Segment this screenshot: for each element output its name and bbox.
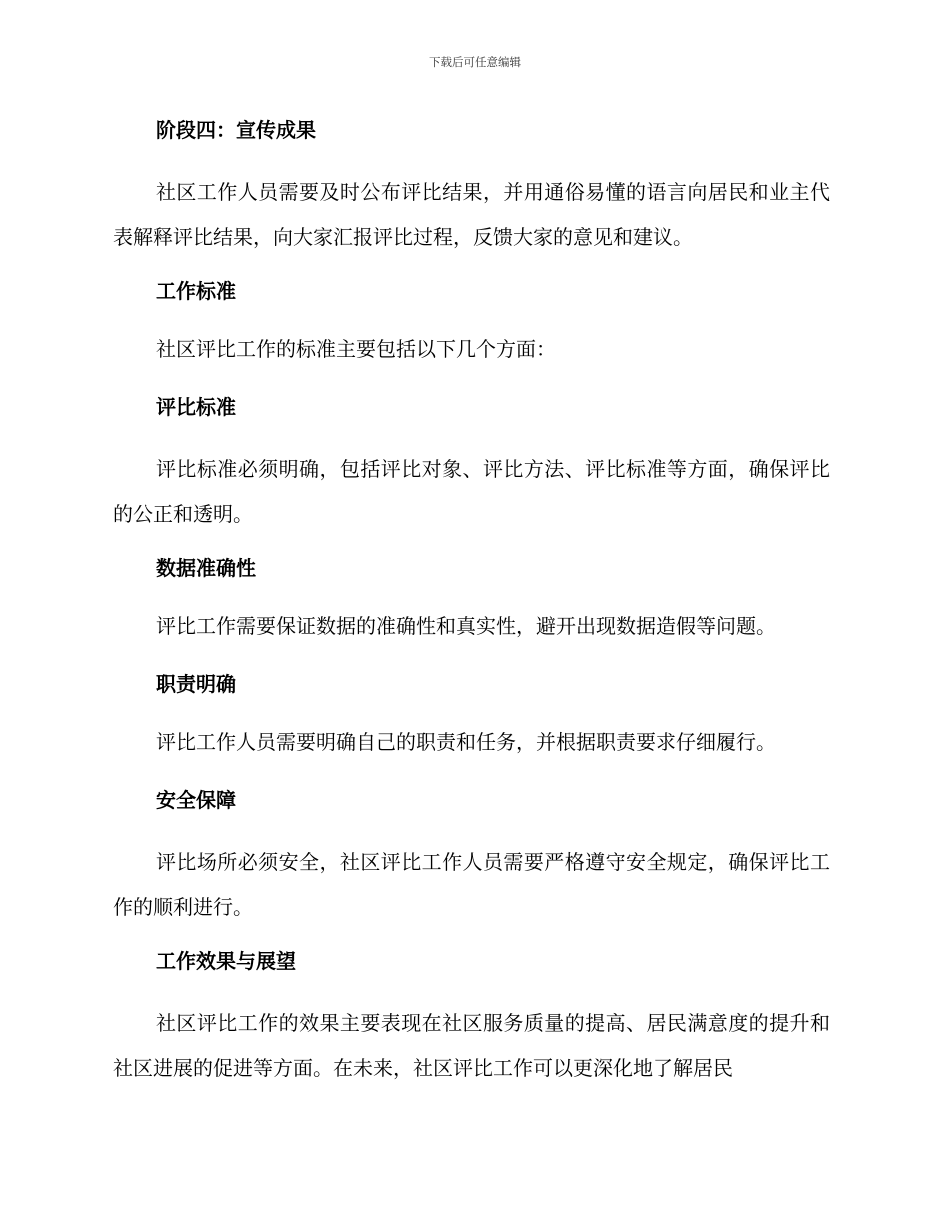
section-heading-work-standards: 工作标准 xyxy=(156,279,236,303)
section-heading-data-accuracy: 数据准确性 xyxy=(156,556,256,580)
section-heading-outcomes-outlook: 工作效果与展望 xyxy=(156,949,296,973)
section-heading-safety: 安全保障 xyxy=(156,788,236,812)
paragraph-clear-duties: 评比工作人员需要明确自己的职责和任务，并根据职责要求仔细履行。 xyxy=(156,730,776,754)
section-heading-evaluation-criteria: 评比标准 xyxy=(156,395,236,419)
paragraph-evaluation-criteria: 评比标准必须明确，包括评比对象、评比方法、评比标准等方面，确保评比的公正和透明。 xyxy=(113,457,830,526)
paragraph-outcomes-outlook: 社区评比工作的效果主要表现在社区服务质量的提高、居民满意度的提升和社区进展的促进等方面。在未来，社区评比工作可以更深化地了解居民 xyxy=(113,1011,830,1080)
document-body xyxy=(113,112,830,1104)
paragraph-data-accuracy: 评比工作需要保证数据的准确性和真实性，避开出现数据造假等问题。 xyxy=(156,614,776,638)
paragraph-standards-intro: 社区评比工作的标准主要包括以下几个方面： xyxy=(156,337,556,361)
section-heading-clear-duties: 职责明确 xyxy=(156,672,236,696)
page-header: 下载后可任意编辑 xyxy=(429,55,521,69)
paragraph-safety: 评比场所必须安全，社区评比工作人员需要严格遵守安全规定，确保评比工作的顺利进行。 xyxy=(113,850,830,919)
paragraph-publicize-results: 社区工作人员需要及时公布评比结果，并用通俗易懂的语言向居民和业主代表解释评比结果，向大家汇报评比过程，反馈大家的意见和建议。 xyxy=(113,180,830,249)
section-heading-stage-four: 阶段四：宣传成果 xyxy=(156,118,316,142)
